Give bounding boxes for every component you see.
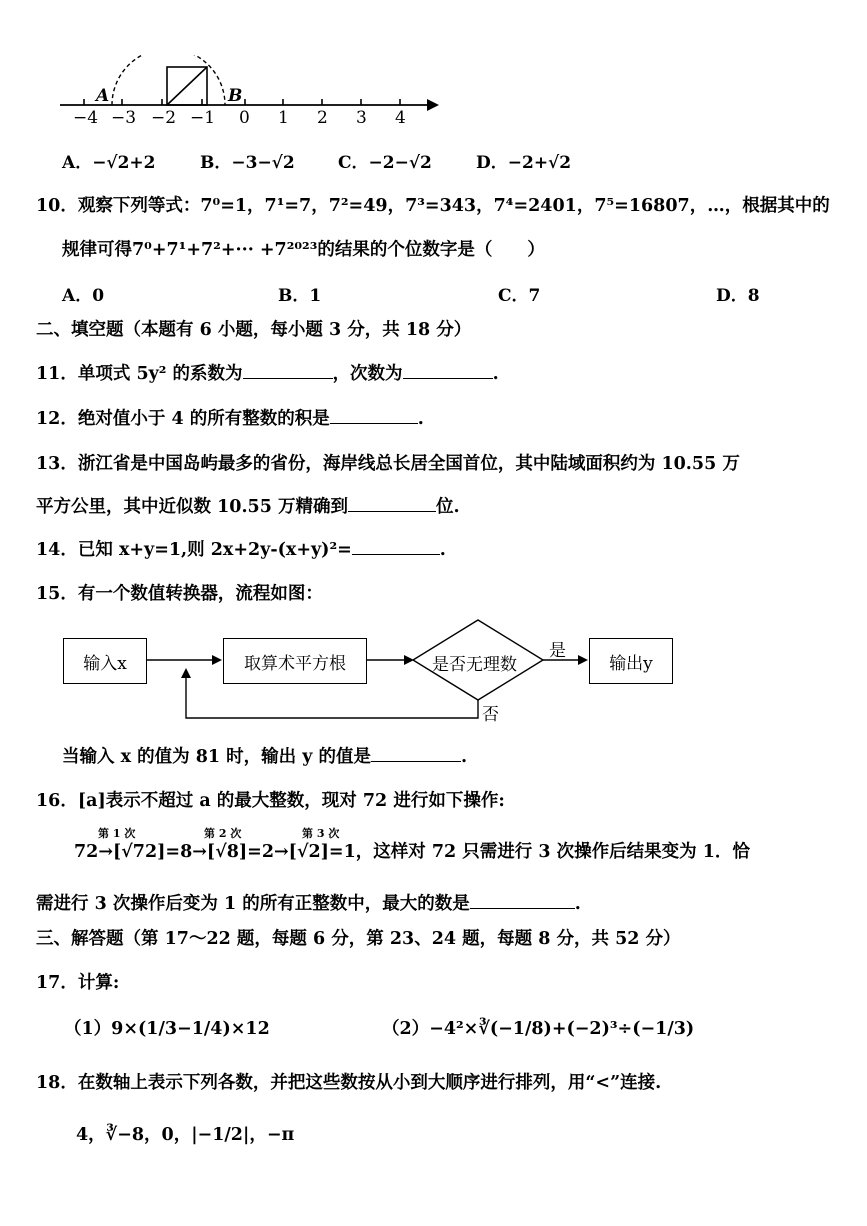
q16-expression: 72→[√72]=8→[√8]=2→[√2]=1 [74, 842, 356, 862]
q15-blank[interactable] [371, 745, 461, 762]
q16-line3 [36, 890, 581, 915]
q10-line1: 10．观察下列等式：7⁰=1，7¹=7，7²=49，7³=343，7⁴=2401，7⁵=16807，…，根据其中的 [36, 196, 830, 216]
q15-text: 15．有一个数值转换器，流程如图： [36, 584, 323, 604]
flow-input-text: 输入x [83, 653, 127, 674]
q9-option-b: B．−3−√2 [200, 153, 295, 173]
q15-question [62, 743, 467, 768]
q12-end: . [417, 409, 424, 429]
q18-text: 18．在数轴上表示下列各数，并把这些数按从小到大顺序进行排列，用“<”连接. [36, 1073, 662, 1093]
q13-blank[interactable] [348, 495, 436, 512]
q15-end: . [461, 747, 468, 767]
flow-output-text: 输出y [609, 653, 653, 674]
q15-question-text: 当输入 x 的值为 81 时，输出 y 的值是 [62, 747, 372, 767]
q16-line3-text: 需进行 3 次操作后变为 1 的所有正整数中，最大的数是 [36, 894, 470, 914]
q16-op3-label: 第 3 次 [302, 827, 340, 840]
q16-op2-label: 第 2 次 [204, 827, 242, 840]
q14 [36, 536, 446, 561]
section2-title: 二、填空题（本题有 6 小题，每小题 3 分，共 18 分） [36, 320, 472, 340]
q11-end: . [492, 364, 499, 384]
q12 [36, 405, 424, 430]
tick-label: 3 [356, 108, 367, 128]
section3-title: 三、解答题（第 17～22 题，每题 6 分，第 23、24 题，每题 8 分，共 52 分） [36, 929, 681, 949]
flow-process-box [223, 638, 367, 684]
flow-no-label: 否 [482, 705, 499, 725]
q13-end: 位. [435, 497, 460, 517]
tick-label: −1 [190, 108, 216, 128]
q10-option-c: C．7 [498, 286, 541, 306]
q16-line2-tail: ，这样对 72 只需进行 3 次操作后结果变为 1．恰 [355, 842, 750, 862]
q16-end: . [574, 894, 581, 914]
tick-label: −4 [73, 108, 99, 128]
q16-blank[interactable] [470, 892, 575, 909]
q11-part2: ，次数为 [332, 364, 403, 384]
q11-part1: 11．单项式 5y² 的系数为 [36, 364, 243, 384]
q14-blank[interactable] [352, 538, 440, 555]
q9-option-a: A．−√2+2 [62, 153, 156, 173]
q9-option-c: C．−2−√2 [338, 153, 432, 173]
q13-text: 平方公里，其中近似数 10.55 万精确到 [36, 497, 348, 517]
q16-line1: 16．[a]表示不超过 a 的最大整数，现对 72 进行如下操作: [36, 791, 505, 811]
q18-numbers: 4，∛−8，0，|−1/2|，−π [76, 1125, 295, 1145]
tick-label: 1 [278, 108, 289, 128]
q11-blank2[interactable] [403, 362, 493, 379]
q12-text: 12．绝对值小于 4 的所有整数的积是 [36, 409, 330, 429]
tick-labels [0, 108, 460, 132]
q10-option-a: A．0 [62, 286, 105, 306]
tick-label: −3 [111, 108, 137, 128]
q16-op1-label: 第 1 次 [98, 827, 136, 840]
q16-line2 [74, 838, 750, 863]
q14-end: . [439, 540, 446, 560]
q17-title: 17．计算: [36, 973, 120, 993]
tick-label: 4 [395, 108, 406, 128]
q10-option-b: B．1 [278, 286, 322, 306]
q17-part2: （2）−4²×∛(−1/8)+(−2)³÷(−1/3) [382, 1019, 695, 1039]
q11-blank1[interactable] [243, 362, 333, 379]
q14-text: 14．已知 x+y=1,则 2x+2y-(x+y)²= [36, 540, 352, 560]
q13-line1: 13．浙江省是中国岛屿最多的省份，海岸线总长居全国首位，其中陆域面积约为 10.55 万 [36, 454, 740, 474]
flow-decision-text: 是否无理数 [432, 655, 517, 675]
q12-blank[interactable] [330, 407, 418, 424]
q13-line2 [36, 493, 460, 518]
point-a-label: A [96, 86, 110, 106]
q11 [36, 360, 499, 385]
flow-output-box [589, 638, 673, 684]
q10-line2: 规律可得7⁰+7¹+7²+··· +7²⁰²³的结果的个位数字是（ ） [62, 240, 545, 260]
q17-part1: （1）9×(1/3−1/4)×12 [64, 1019, 270, 1039]
tick-label: 0 [239, 108, 250, 128]
point-b-label: B [228, 86, 243, 106]
flow-yes-label: 是 [549, 641, 566, 661]
flow-process-text: 取算术平方根 [244, 653, 346, 674]
tick-label: 2 [317, 108, 328, 128]
q10-option-d: D．8 [716, 286, 760, 306]
flow-input-box [63, 638, 147, 684]
tick-label: −2 [151, 108, 177, 128]
q9-option-d: D．−2+√2 [476, 153, 572, 173]
